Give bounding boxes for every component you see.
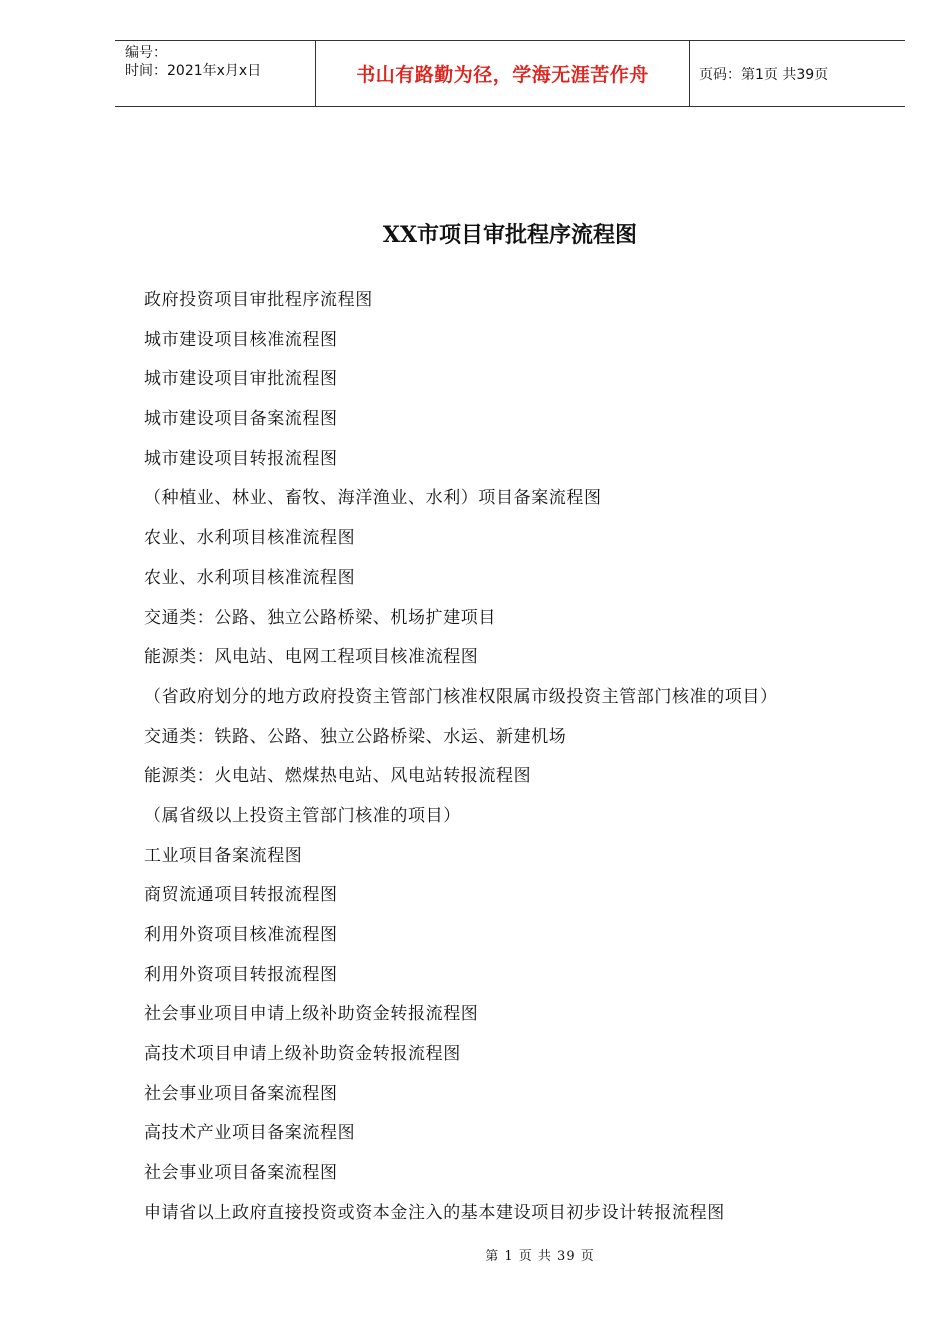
list-item: 城市建设项目核准流程图 bbox=[144, 329, 338, 350]
list-item: 利用外资项目转报流程图 bbox=[144, 964, 338, 985]
list-item: （属省级以上投资主管部门核准的项目） bbox=[144, 805, 461, 826]
page-footer: 第 1 页 共 39 页 bbox=[485, 1249, 595, 1264]
number-label: 编号： bbox=[125, 45, 167, 61]
list-item: 交通类：铁路、公路、独立公路桥梁、水运、新建机场 bbox=[144, 726, 567, 747]
list-item: 农业、水利项目核准流程图 bbox=[144, 528, 356, 549]
list-item: 申请省以上政府直接投资或资本金注入的基本建设项目初步设计转报流程图 bbox=[144, 1202, 725, 1223]
header-meta bbox=[115, 41, 316, 106]
list-item: 高技术项目申请上级补助资金转报流程图 bbox=[144, 1044, 461, 1065]
list-item: 高技术产业项目备案流程图 bbox=[144, 1123, 356, 1144]
list-item: 工业项目备案流程图 bbox=[144, 845, 303, 866]
list-item: 交通类：公路、独立公路桥梁、机场扩建项目 bbox=[144, 607, 496, 628]
list-item: 能源类：风电站、电网工程项目核准流程图 bbox=[144, 647, 479, 668]
list-item: 城市建设项目备案流程图 bbox=[144, 409, 338, 430]
list-item: 城市建设项目审批流程图 bbox=[144, 369, 338, 390]
list-item: （省政府划分的地方政府投资主管部门核准权限属市级投资主管部门核准的项目） bbox=[144, 686, 778, 707]
list-item: 利用外资项目核准流程图 bbox=[144, 925, 338, 945]
list-item: 农业、水利项目核准流程图 bbox=[144, 567, 356, 588]
header-page-info: 页码：第1页 共39页 bbox=[699, 66, 829, 83]
list-item: 社会事业项目备案流程图 bbox=[144, 1163, 338, 1184]
flowchart-list bbox=[144, 281, 778, 1234]
page-title: XX市项目审批程序流程图 bbox=[382, 222, 638, 248]
date-label: 时间：2021年x月x日 bbox=[125, 63, 262, 79]
list-item: （种植业、林业、畜牧、海洋渔业、水利）项目备案流程图 bbox=[144, 488, 602, 509]
document-header bbox=[115, 40, 905, 107]
header-motto: 书山有路勤为径，学海无涯苦作舟 bbox=[316, 41, 690, 106]
list-item: 社会事业项目备案流程图 bbox=[144, 1083, 338, 1104]
list-item: 能源类：火电站、燃煤热电站、风电站转报流程图 bbox=[144, 766, 532, 787]
list-item: 社会事业项目申请上级补助资金转报流程图 bbox=[144, 1004, 479, 1025]
list-item: 政府投资项目审批程序流程图 bbox=[144, 290, 373, 310]
list-item: 城市建设项目转报流程图 bbox=[144, 448, 338, 469]
list-item: 商贸流通项目转报流程图 bbox=[144, 885, 338, 906]
